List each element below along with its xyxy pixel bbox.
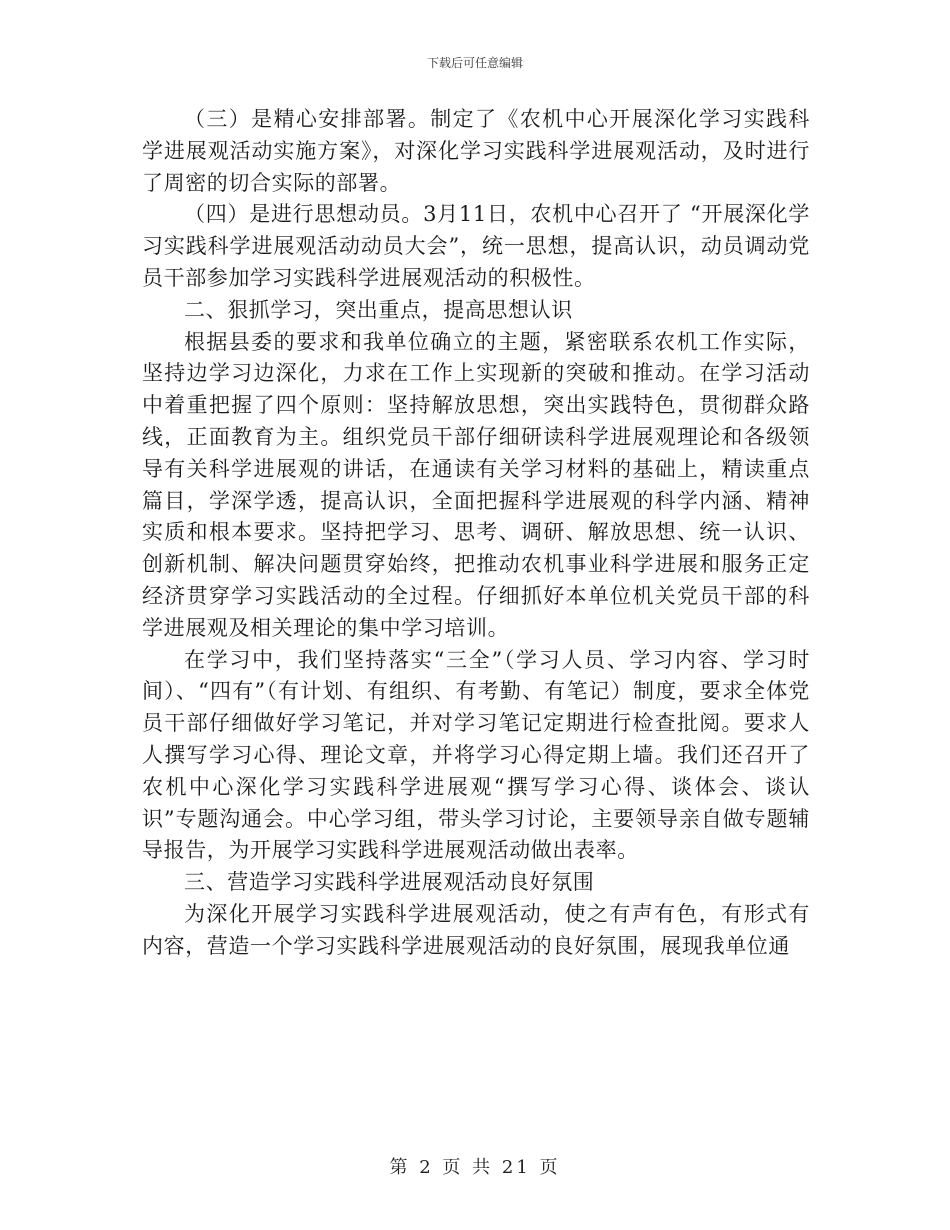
paragraph-arrangement: （三）是精心安排部署。制定了《农机中心开展深化学习实践科学进展观活动实施方案》，对深化学习实践科学进展观活动，及时进行了周密的切合实际的部署。 [142, 107, 810, 195]
page-header: 下载后可任意编辑 [426, 56, 523, 70]
page-current: 2 [419, 1157, 434, 1178]
paragraph-principles: 根据县委的要求和我单位确立的主题，紧密联系农机工作实际，坚持边学习边深化，力求在工作上实现新的突破和推动。在学习活动中着重把握了四个原则：坚持解放思想，突出实践特色，贯彻群众路线，正面教育为主。组织党员干部仔细研读科学进展观理论和各级领导有关科学进展观的讲话，在通读有关学习材料的基础上，精读重点篇目，学深学透，提高认识，全面把握科学进展观的科学内涵、精神实质和根本要求。坚持把学习、思考、调研、解放思想、统一认识、创新机制、解决问题贯穿始终，把推动农机事业科学进展和服务正定经济贯穿学习实践活动的全过程。仔细抓好本单位机关党员干部的科学进展观及相关理论的集中学习培训。 [142, 329, 810, 640]
document-body [142, 104, 810, 963]
page-middle: 页 共 [442, 1157, 494, 1178]
page-total: 21 [501, 1157, 531, 1178]
paragraph-mobilization: （四）是进行思想动员。3月11日，农机中心召开了 “开展深化学习实践科学进展观活动动员大会”，统一思想，提高认识，动员调动党员干部参加学习实践科学进展观活动的积极性。 [142, 202, 810, 290]
page-prefix: 第 [389, 1157, 411, 1178]
section-heading-atmosphere: 三、营造学习实践科学进展观活动良好氛围 [184, 870, 595, 895]
paragraph-study-system: 在学习中，我们坚持落实“三全”（学习人员、学习内容、学习时间）、“四有”（有计划、有组织、有考勤、有笔记）制度，要求全体党员干部仔细做好学习笔记，并对学习笔记定期进行检查批阅。要求人人撰写学习心得、理论文章，并将学习心得定期上墙。我们还召开了农机中心深化学习实践科学进展观“撰写学习心得、谈体会、谈认识”专题沟通会。中心学习组，带头学习讨论，主要领导亲自做专题辅导报告，为开展学习实践科学进展观活动做出表率。 [142, 647, 810, 863]
paragraph-atmosphere: 为深化开展学习实践科学进展观活动，使之有声有色，有形式有内容，营造一个学习实践科学进展观活动的良好氛围，展现我单位通 [142, 901, 810, 958]
page-footer [0, 1153, 950, 1179]
section-heading-study: 二、狠抓学习，突出重点，提高思想认识 [184, 297, 573, 322]
page-suffix: 页 [539, 1157, 561, 1178]
